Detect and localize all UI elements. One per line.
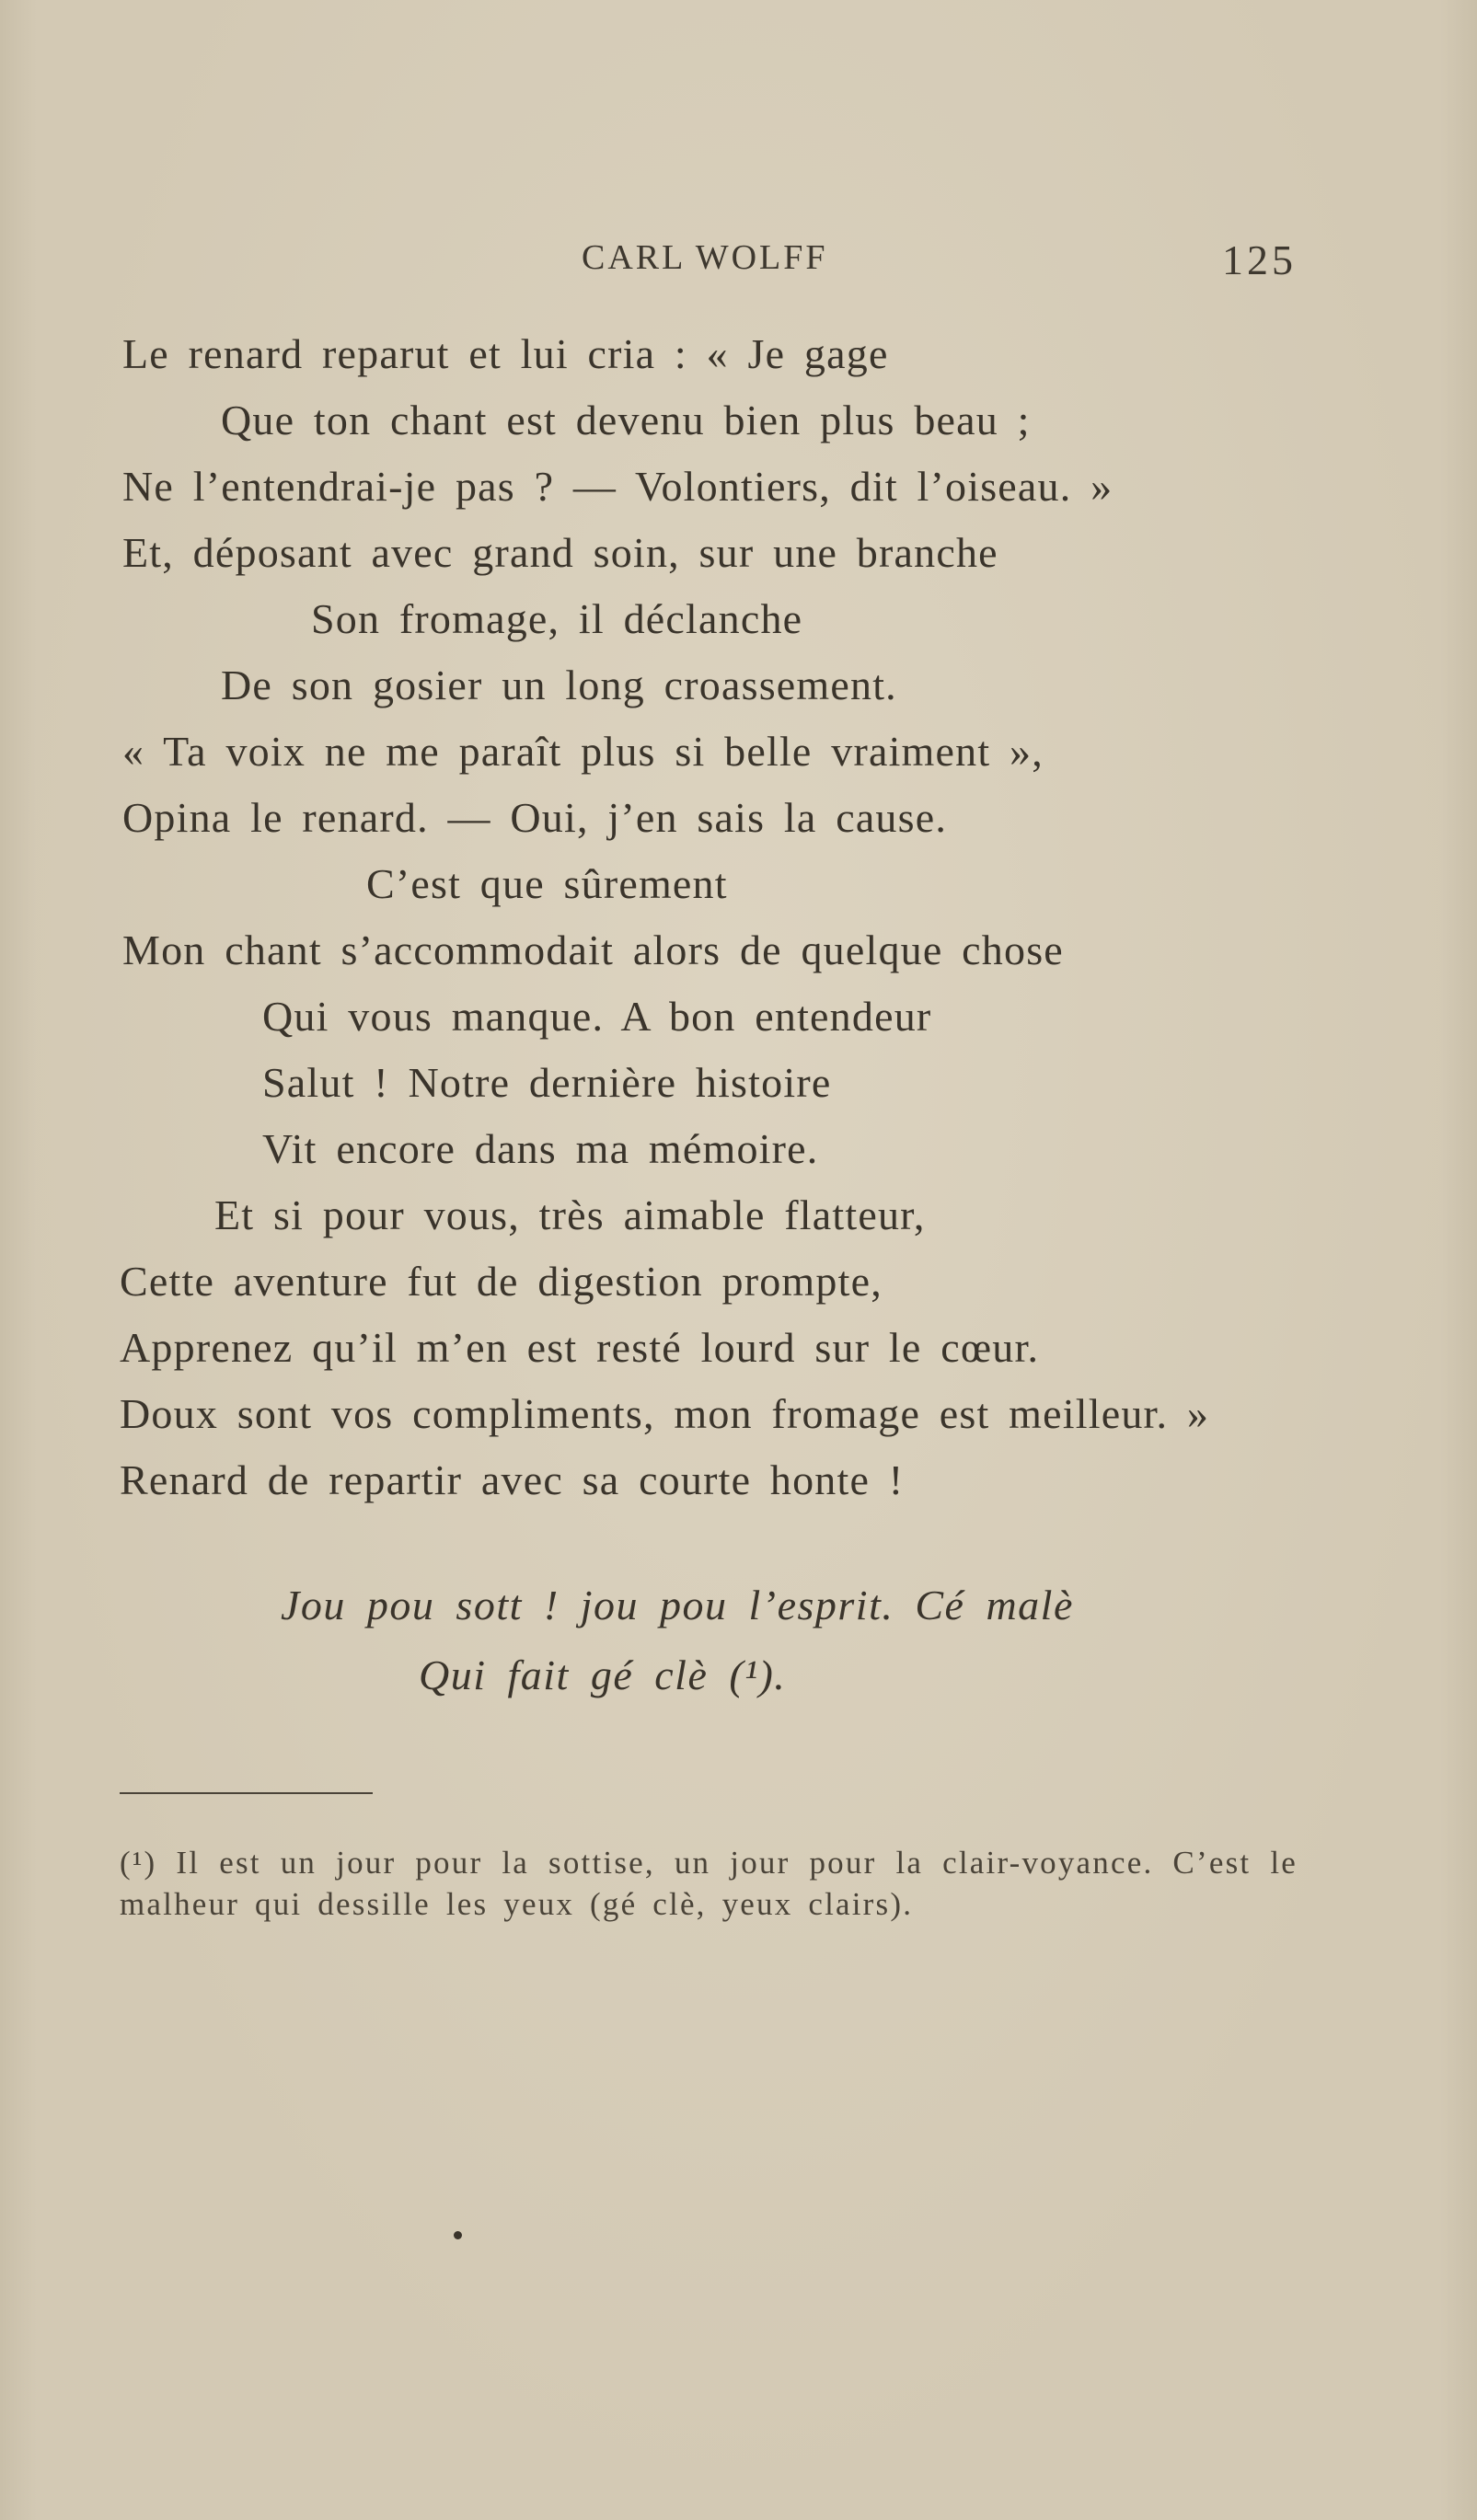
poem-line: Le renard reparut et lui cria : « Je gage (122, 330, 889, 377)
poem-line: Ne l’entendrai-je pas ? — Volontiers, dit l’oiseau. » (122, 463, 1114, 510)
print-speck (454, 2231, 462, 2239)
poem-line: Son fromage, il déclanche (311, 595, 803, 642)
footnote-rule (120, 1792, 373, 1794)
poem-line: Et si pour vous, très aimable flatteur, (214, 1191, 926, 1238)
poem-line: Que ton chant est devenu bien plus beau ; (221, 397, 1031, 443)
running-title: CARL WOLFF (582, 238, 828, 277)
poem-line: Salut ! Notre dernière histoire (262, 1059, 832, 1106)
poem-line: Mon chant s’accommodait alors de quelque chose (122, 926, 1064, 973)
poem-line: Vit encore dans ma mémoire. (262, 1125, 819, 1172)
poem-line: Renard de repartir avec sa courte honte ! (120, 1456, 905, 1503)
proverb-line-1: Jou pou sott ! jou pou l’esprit. Cé malè (281, 1582, 1074, 1628)
poem-line: Qui vous manque. A bon entendeur (262, 993, 932, 1040)
running-head (0, 237, 1477, 293)
poem-line: C’est que sûrement (366, 860, 728, 907)
poem-line: Cette aventure fut de digestion prompte, (120, 1258, 883, 1305)
page-number: 125 (1222, 236, 1297, 283)
poem-line: Et, déposant avec grand soin, sur une branche (122, 529, 998, 576)
footnote: (¹) Il est un jour pour la sottise, un jour pour la clair-voyance. C’est le malheur qui dessille les yeux (gé clè, yeux clairs). (120, 1845, 1298, 1922)
poem-line: Apprenez qu’il m’en est resté lourd sur le cœur. (120, 1324, 1040, 1371)
proverb-line-2: Qui fait gé clè (¹). (419, 1651, 787, 1698)
poem-line: De son gosier un long croassement. (221, 662, 897, 708)
poem-line: « Ta voix ne me paraît plus si belle vraiment », (122, 728, 1044, 775)
poem-line: Opina le renard. — Oui, j’en sais la cause. (122, 794, 948, 841)
poem-line: Doux sont vos compliments, mon fromage est meilleur. » (120, 1390, 1210, 1437)
